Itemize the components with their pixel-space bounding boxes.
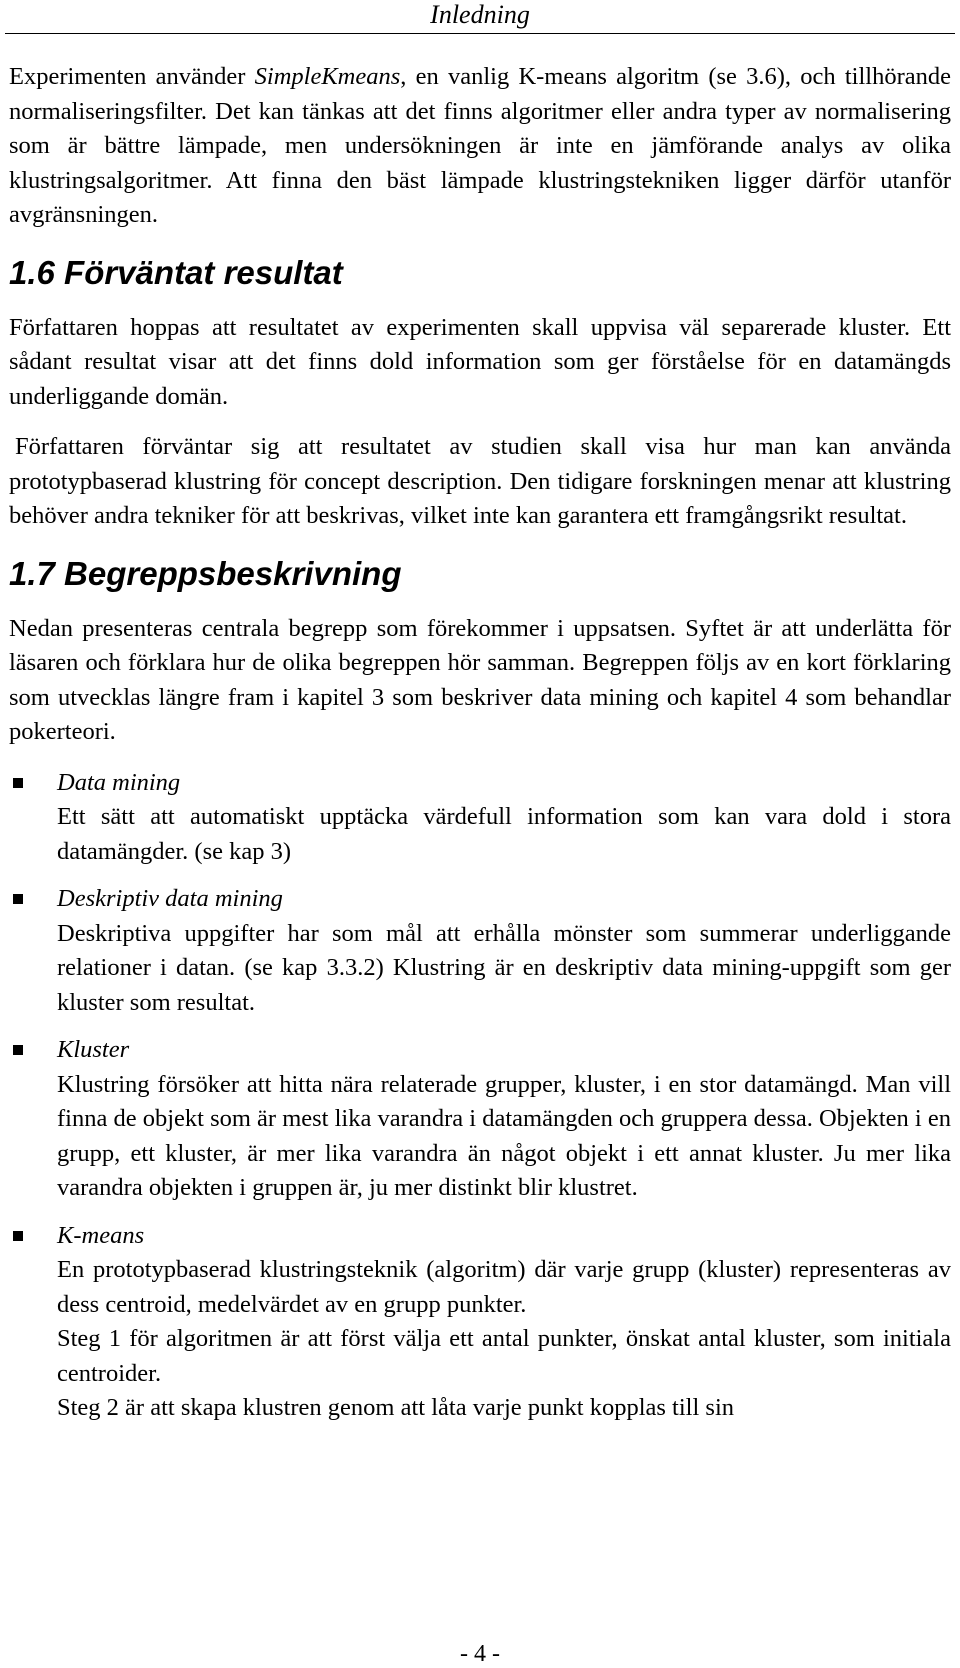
term-definition: Ett sätt att automatiskt upptäcka värdefull information som kan vara dold i stora datamängder. (se kap 3) [57,803,951,865]
square-bullet-icon [13,778,23,788]
term-definition-step-1: Steg 1 för algoritmen är att först välja ett antal punkter, önskat antal kluster, som initiala centroider. [57,1325,951,1387]
header-rule [5,33,955,34]
square-bullet-icon [13,894,23,904]
term-list [9,766,951,1426]
section-1-6-paragraph-2: Författaren förväntar sig att resultatet av studien skall visa hur man kan använda prototypbaserad klustring för concept description. Den tidigare forskningen menar att klustring behöver andra tekniker för att beskrivas, vilket inte kan garantera ett framgångsrikt resultat. [9,433,951,529]
term-item-data-mining [9,766,951,870]
section-heading-1-6: 1.6 Förväntat resultat [9,253,343,291]
page-body [9,60,951,1439]
section-1-7-intro: Nedan presenteras centrala begrepp som förekommer i uppsatsen. Syftet är att underlätta för läsaren och förklara hur de olika begreppen hör samman. Begreppen följs av en kort förklaring som utvecklas längre fram i kapitel 3 som beskriver data mining och kapitel 4 som behandlar pokerteori. [9,614,951,745]
section-heading-1-7: 1.7 Begreppsbeskrivning [9,554,402,592]
term-definition: Klustring försöker att hitta nära relaterade grupper, kluster, i en stor datamängd. Man vill finna de objekt som är mest lika varandra i datamängden och gruppera dessa. Objekten i en grupp, ett kluster, är mer lika varandra än något objekt i ett annat kluster. Ju mer lika varandra objekten i gruppen är, ju mer distinkt blir klustret. [57,1070,951,1201]
intro-text-before: Experimenten använder [9,63,255,90]
term-definition-step-2: Steg 2 är att skapa klustren genom att låta varje punkt kopplas till sin [57,1394,735,1421]
term-item-kluster [9,1033,951,1206]
term-title: Kluster [57,1036,130,1063]
running-head: Inledning [430,0,530,29]
term-title: Data mining [57,768,181,796]
square-bullet-icon [13,1231,23,1241]
intro-text-after: , en vanlig K-means algoritm (se 3.6), och tillhörande normaliseringsfilter. Det kan tänkas att det finns algoritmer eller andra typer av normalisering som är bättre lämpade, men undersökningen är inte en jämförande analys av olika klustringsalgoritmer. Att finna den bäst lämpade klustringstekniken ligger därför utanför avgränsningen. [9,63,951,228]
term-title: Deskriptiv data mining [57,885,283,912]
section-1-6-paragraph-1: Författaren hoppas att resultatet av experimenten skall uppvisa väl separerade kluster. Ett sådant resultat visar att det finns dold information som ger förståelse för en datamängds underliggande domän. [9,313,951,410]
term-item-k-means [9,1219,951,1426]
term-definition: Deskriptiva uppgifter har som mål att erhålla mönster som summerar underliggande relationer i datan. (se kap 3.3.2) Klustring är en deskriptiv data mining-uppgift som ger kluster som resultat. [57,919,951,1016]
intro-paragraph [9,60,951,233]
intro-emphasis: SimpleKmeans [254,63,401,90]
page-number: - 4 - [460,1641,500,1667]
term-title: K-means [57,1221,145,1249]
term-definition: En prototypbaserad klustringsteknik (algoritm) där varje grupp (kluster) representeras av dess centroid, medelvärdet av en grupp punkter. [57,1256,951,1318]
term-item-deskriptiv-data-mining [9,882,951,1020]
square-bullet-icon [13,1045,23,1055]
